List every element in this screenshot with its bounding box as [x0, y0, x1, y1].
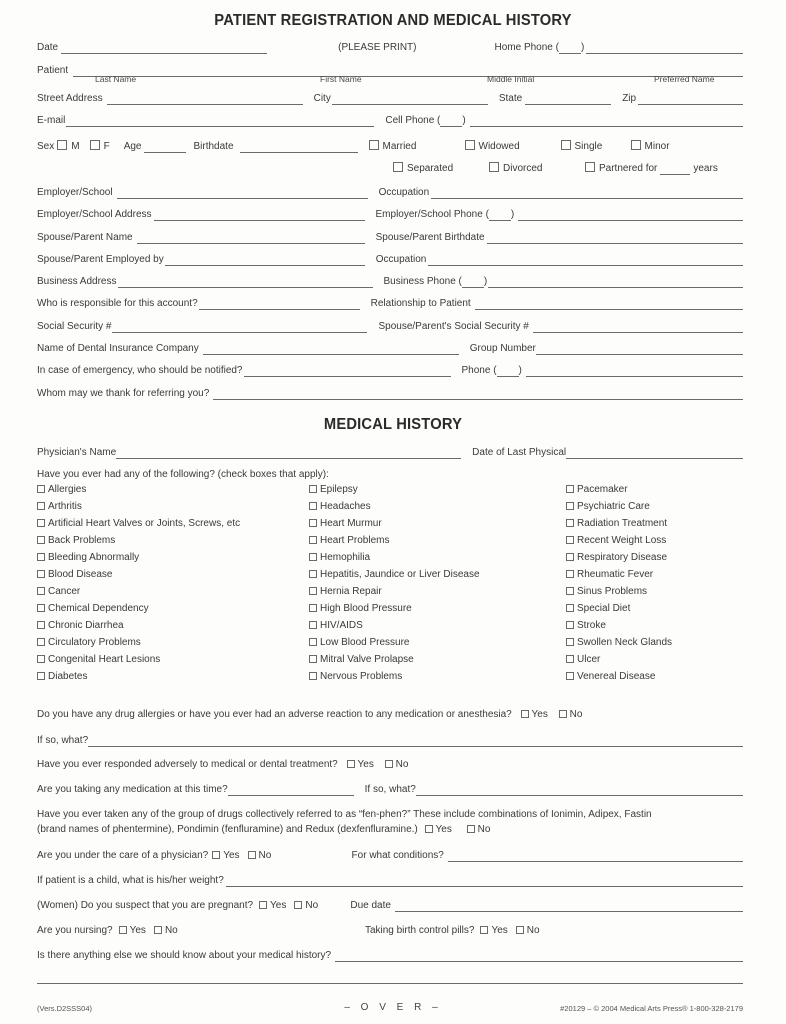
cell-phone-area-code-field[interactable]	[440, 117, 462, 127]
condition-item[interactable]	[37, 653, 240, 670]
condition-checkbox[interactable]	[37, 485, 45, 493]
condition-item[interactable]	[566, 653, 672, 670]
adverse-treatment-question: Have you ever responded adversely to medical or dental treatment?	[37, 759, 338, 770]
condition-checkbox[interactable]	[37, 536, 45, 544]
anything-else-question: Is there anything else we should know about your medical history?	[37, 950, 332, 961]
last-name-sublabel: Last Name	[95, 74, 137, 84]
condition-checkbox[interactable]	[566, 638, 574, 646]
condition-item[interactable]	[309, 483, 480, 500]
emergency-row	[37, 363, 743, 377]
condition-label: Epilepsy	[320, 484, 358, 495]
age-label: Age	[123, 141, 142, 152]
condition-item[interactable]	[309, 619, 480, 636]
condition-item[interactable]	[566, 517, 672, 534]
yes-label: Yes	[223, 850, 240, 861]
business-address-label: Business Address	[37, 276, 117, 287]
condition-label: Pacemaker	[577, 484, 628, 495]
condition-item[interactable]	[309, 517, 480, 534]
condition-item[interactable]	[309, 602, 480, 619]
business-phone-area-code-field[interactable]	[462, 278, 484, 288]
email-label: E-mail	[37, 115, 66, 126]
adverse-treatment-no-checkbox[interactable]	[385, 760, 393, 768]
paren-close: )	[462, 115, 466, 126]
condition-item[interactable]	[566, 568, 672, 585]
partnered-years-field[interactable]	[660, 164, 690, 175]
condition-item[interactable]	[37, 551, 240, 568]
relationship-field[interactable]	[475, 299, 743, 310]
widowed-label: Widowed	[478, 141, 520, 152]
condition-label: Bleeding Abnormally	[48, 552, 140, 563]
date-label: Date	[37, 42, 59, 53]
no-label: No	[477, 824, 491, 835]
drug-allergies-yes-checkbox[interactable]	[521, 710, 529, 718]
patient-name-row	[37, 63, 743, 77]
relationship-label: Relationship to Patient	[370, 298, 471, 309]
condition-checkbox[interactable]	[37, 604, 45, 612]
yes-label: Yes	[129, 925, 146, 936]
condition-checkbox[interactable]	[309, 519, 317, 527]
condition-label: Headaches	[320, 501, 371, 512]
no-label: No	[395, 759, 409, 770]
group-number-field[interactable]	[536, 344, 743, 355]
condition-item[interactable]	[37, 568, 240, 585]
anything-else-row-2	[37, 970, 743, 984]
street-address-field[interactable]	[107, 94, 303, 105]
divorced-checkbox[interactable]	[489, 162, 499, 172]
drug-allergies-no-checkbox[interactable]	[559, 710, 567, 718]
condition-checkbox[interactable]	[37, 502, 45, 510]
condition-item[interactable]	[309, 568, 480, 585]
adverse-treatment-yes-checkbox[interactable]	[347, 760, 355, 768]
condition-item[interactable]	[309, 653, 480, 670]
responsible-field[interactable]	[199, 299, 360, 310]
employer-phone-area-code-field[interactable]	[489, 211, 511, 221]
spouse-birthdate-field[interactable]	[487, 233, 743, 244]
spouse-employed-row	[37, 252, 743, 266]
condition-label: Hernia Repair	[320, 586, 382, 597]
insurance-field[interactable]	[203, 344, 459, 355]
condition-label: Chronic Diarrhea	[48, 620, 124, 631]
condition-checkbox[interactable]	[37, 570, 45, 578]
no-label: No	[258, 850, 272, 861]
for-what-conditions-label: For what conditions?	[351, 850, 444, 861]
if-so-what-label: If so, what?	[37, 735, 89, 746]
business-address-row	[37, 274, 743, 288]
condition-checkbox[interactable]	[309, 655, 317, 663]
condition-item[interactable]	[37, 619, 240, 636]
home-phone-field[interactable]	[586, 43, 743, 54]
yes-label: Yes	[435, 824, 452, 835]
condition-checkbox[interactable]	[309, 638, 317, 646]
ssn-row	[37, 319, 743, 333]
emergency-phone-field[interactable]	[526, 366, 743, 377]
ssn-label: Social Security #	[37, 321, 112, 332]
condition-checkbox[interactable]	[566, 485, 574, 493]
condition-item[interactable]	[37, 585, 240, 602]
condition-checkbox[interactable]	[37, 655, 45, 663]
condition-checkbox[interactable]	[37, 638, 45, 646]
minor-label: Minor	[644, 141, 670, 152]
yes-label: Yes	[531, 709, 548, 720]
condition-item[interactable]	[37, 517, 240, 534]
employer-address-field[interactable]	[154, 210, 365, 221]
street-address-label: Street Address	[37, 93, 103, 104]
spouse-birthdate-label: Spouse/Parent Birthdate	[375, 232, 485, 243]
sex-f-label: F	[103, 141, 110, 152]
condition-checkbox[interactable]	[309, 502, 317, 510]
spouse-ssn-field[interactable]	[533, 322, 743, 333]
condition-label: Heart Murmur	[320, 518, 382, 529]
condition-checkbox[interactable]	[37, 587, 45, 595]
fenphen-question-line-2: (brand names of phentermine), Pondimin (fenfluramine) and Redux (dexfenfluramine.)	[37, 824, 418, 835]
date-row	[37, 40, 743, 54]
condition-item[interactable]	[37, 500, 240, 517]
birth-control-yes-checkbox[interactable]	[480, 926, 488, 934]
occupation-label: Occupation	[378, 187, 430, 198]
condition-checkbox[interactable]	[566, 604, 574, 612]
conditions-column-3	[566, 483, 672, 687]
nursing-question: Are you nursing?	[37, 925, 113, 936]
physician-row	[37, 445, 743, 459]
condition-item[interactable]	[309, 534, 480, 551]
child-weight-question: If patient is a child, what is his/her weight?	[37, 875, 224, 886]
condition-item[interactable]	[566, 483, 672, 500]
occupation-field[interactable]	[431, 188, 743, 199]
fenphen-no-checkbox[interactable]	[467, 825, 475, 833]
fenphen-question-line-1: Have you ever taken any of the group of drugs collectively referred to as “fen-phen?” These include combinations of Ionimin, Adipex, Fastin	[37, 809, 652, 820]
spouse-occupation-field[interactable]	[428, 255, 743, 266]
drug-allergies-detail-field[interactable]	[88, 736, 743, 747]
years-label: years	[693, 163, 718, 174]
preferred-name-sublabel: Preferred Name	[654, 74, 715, 84]
pregnant-row	[37, 898, 743, 912]
condition-label: Blood Disease	[48, 569, 113, 580]
business-address-field[interactable]	[118, 277, 373, 288]
anything-else-field-2[interactable]	[37, 973, 743, 984]
please-print-note: (PLEASE PRINT)	[338, 42, 417, 53]
anything-else-field[interactable]	[335, 951, 743, 962]
condition-label: Hepatitis, Jaundice or Liver Disease	[320, 569, 480, 580]
condition-checkbox[interactable]	[309, 604, 317, 612]
over-indicator: – O V E R –	[344, 1002, 442, 1013]
condition-item[interactable]	[309, 585, 480, 602]
referral-row	[37, 386, 743, 400]
group-number-label: Group Number	[469, 343, 536, 354]
condition-checkbox[interactable]	[37, 621, 45, 629]
due-date-label: Due date	[350, 900, 391, 911]
sex-m-checkbox[interactable]	[57, 140, 67, 150]
last-physical-label: Date of Last Physical	[472, 447, 567, 458]
partnered-checkbox[interactable]	[585, 162, 595, 172]
paren-close: )	[483, 276, 488, 287]
spouse-employer-field[interactable]	[165, 255, 365, 266]
condition-checkbox[interactable]	[37, 672, 45, 680]
insurance-label: Name of Dental Insurance Company	[37, 343, 199, 354]
condition-label: Respiratory Disease	[577, 552, 668, 563]
condition-label: Ulcer	[577, 654, 601, 665]
physician-care-question: Are you under the care of a physician?	[37, 850, 209, 861]
condition-label: Sinus Problems	[577, 586, 648, 597]
child-weight-row	[37, 873, 743, 887]
separated-label: Separated	[407, 163, 454, 174]
employer-field[interactable]	[117, 188, 368, 199]
business-phone-field[interactable]	[488, 277, 743, 288]
spouse-employed-label: Spouse/Parent Employed by	[37, 254, 164, 265]
emergency-label: In case of emergency, who should be notified?	[37, 365, 243, 376]
condition-item[interactable]	[37, 534, 240, 551]
nursing-no-checkbox[interactable]	[154, 926, 162, 934]
condition-label: Special Diet	[577, 603, 631, 614]
child-weight-field[interactable]	[226, 876, 743, 887]
drug-allergies-question-row	[37, 708, 582, 721]
single-label: Single	[574, 141, 603, 152]
business-phone-label: Business Phone (	[383, 276, 462, 287]
ssn-field[interactable]	[112, 322, 367, 333]
condition-label: Mitral Valve Prolapse	[320, 654, 414, 665]
condition-label: Nervous Problems	[320, 671, 403, 682]
condition-checkbox[interactable]	[566, 655, 574, 663]
fenphen-yes-checkbox[interactable]	[425, 825, 433, 833]
yes-label: Yes	[270, 900, 287, 911]
widowed-checkbox[interactable]	[465, 140, 475, 150]
condition-checkbox[interactable]	[37, 519, 45, 527]
condition-checkbox[interactable]	[309, 536, 317, 544]
no-label: No	[569, 709, 583, 720]
adverse-treatment-question-row	[37, 758, 408, 771]
single-checkbox[interactable]	[561, 140, 571, 150]
zip-field[interactable]	[638, 94, 743, 105]
employer-address-label: Employer/School Address	[37, 209, 152, 220]
city-field[interactable]	[332, 94, 488, 105]
yes-label: Yes	[357, 759, 374, 770]
condition-item[interactable]	[37, 483, 240, 500]
employer-label: Employer/School	[37, 187, 113, 198]
medication-field[interactable]	[228, 785, 354, 796]
physician-care-yes-checkbox[interactable]	[212, 851, 220, 859]
condition-checkbox[interactable]	[566, 570, 574, 578]
birth-control-no-checkbox[interactable]	[516, 926, 524, 934]
home-phone-label: Home Phone (	[494, 42, 559, 53]
conditions-column-1	[37, 483, 240, 687]
partnered-for-label: Partnered for	[599, 163, 658, 174]
first-name-sublabel: First Name	[320, 74, 362, 84]
pregnant-yes-checkbox[interactable]	[259, 901, 267, 909]
marital-row-2	[393, 161, 743, 175]
yes-label: Yes	[491, 925, 508, 936]
demographics-row	[37, 139, 743, 153]
spouse-name-row	[37, 230, 743, 244]
no-label: No	[526, 925, 540, 936]
no-label: No	[305, 900, 319, 911]
birthdate-field[interactable]	[240, 142, 358, 153]
physician-care-row	[37, 848, 743, 862]
employer-row	[37, 185, 743, 199]
paren-close: )	[518, 365, 522, 376]
due-date-field[interactable]	[395, 901, 743, 912]
physician-care-no-checkbox[interactable]	[248, 851, 256, 859]
condition-item[interactable]	[566, 585, 672, 602]
condition-label: Recent Weight Loss	[577, 535, 667, 546]
drug-allergies-detail-row	[37, 733, 743, 747]
divorced-label: Divorced	[503, 163, 543, 174]
pregnant-question: (Women) Do you suspect that you are pregnant?	[37, 900, 254, 911]
state-field[interactable]	[525, 94, 611, 105]
home-phone-area-code-field[interactable]	[559, 44, 581, 54]
drug-allergies-question: Do you have any drug allergies or have you ever had an adverse reaction to any medication or anesthesia?	[37, 709, 512, 720]
employer-address-row	[37, 207, 743, 221]
birthdate-label: Birthdate	[193, 141, 234, 152]
patient-name-field[interactable]	[73, 66, 743, 77]
zip-label: Zip	[622, 93, 637, 104]
email-field[interactable]	[66, 116, 374, 127]
middle-initial-sublabel: Middle Initial	[487, 74, 535, 84]
responsible-row	[37, 296, 743, 310]
employer-phone-label: Employer/School Phone (	[375, 209, 489, 220]
condition-checkbox[interactable]	[566, 553, 574, 561]
medical-history-title: MEDICAL HISTORY	[323, 416, 463, 433]
condition-item[interactable]	[309, 500, 480, 517]
condition-label: Chemical Dependency	[48, 603, 149, 614]
separated-checkbox[interactable]	[393, 162, 403, 172]
condition-label: Arthritis	[48, 501, 82, 512]
medication-question: Are you taking any medication at this time?	[37, 784, 228, 795]
condition-label: Congenital Heart Lesions	[48, 654, 161, 665]
condition-label: Psychiatric Care	[577, 501, 650, 512]
condition-label: Heart Problems	[320, 535, 390, 546]
spouse-name-field[interactable]	[137, 233, 365, 244]
condition-label: Allergies	[48, 484, 87, 495]
condition-label: Stroke	[577, 620, 606, 631]
condition-label: Artificial Heart Valves or Joints, Screws, etc	[48, 518, 241, 529]
condition-checkbox[interactable]	[566, 536, 574, 544]
date-field[interactable]	[61, 43, 267, 54]
condition-checkbox[interactable]	[309, 672, 317, 680]
condition-item[interactable]	[566, 619, 672, 636]
condition-item[interactable]	[566, 534, 672, 551]
referral-field[interactable]	[213, 389, 743, 400]
form-title: PATIENT REGISTRATION AND MEDICAL HISTORY	[214, 12, 572, 29]
condition-label: HIV/AIDS	[320, 620, 363, 631]
medication-if-so-label: If so, what?	[364, 784, 416, 795]
condition-checkbox[interactable]	[37, 553, 45, 561]
condition-item[interactable]	[37, 636, 240, 653]
condition-item[interactable]	[37, 602, 240, 619]
condition-item[interactable]	[566, 602, 672, 619]
married-label: Married	[382, 141, 417, 152]
address-row	[37, 91, 743, 105]
condition-item[interactable]	[566, 636, 672, 653]
referral-label: Whom may we thank for referring you?	[37, 388, 210, 399]
no-label: No	[164, 925, 178, 936]
emergency-phone-area-code-field[interactable]	[497, 367, 519, 377]
birth-control-question: Taking birth control pills?	[364, 925, 475, 936]
anything-else-row	[37, 948, 743, 962]
condition-item[interactable]	[309, 636, 480, 653]
minor-checkbox[interactable]	[631, 140, 641, 150]
conditions-detail-field[interactable]	[448, 851, 743, 862]
condition-label: Hemophilia	[320, 552, 371, 563]
condition-checkbox[interactable]	[309, 570, 317, 578]
conditions-column-2	[309, 483, 480, 687]
condition-item[interactable]	[566, 500, 672, 517]
condition-item[interactable]	[37, 670, 240, 687]
version-code: (Vers.D2SSS04)	[37, 1004, 93, 1013]
condition-label: Radiation Treatment	[577, 518, 668, 529]
sex-m-label: M	[71, 141, 80, 152]
responsible-label: Who is responsible for this account?	[37, 298, 198, 309]
condition-checkbox[interactable]	[309, 553, 317, 561]
sex-label: Sex	[37, 141, 55, 152]
condition-checkbox[interactable]	[566, 502, 574, 510]
medication-row	[37, 782, 743, 796]
condition-checkbox[interactable]	[566, 519, 574, 527]
condition-item[interactable]	[309, 670, 480, 687]
sex-f-checkbox[interactable]	[90, 140, 100, 150]
married-checkbox[interactable]	[369, 140, 379, 150]
condition-label: Diabetes	[48, 671, 88, 682]
paren-close: )	[510, 209, 515, 220]
physician-field[interactable]	[116, 448, 461, 459]
condition-label: Circulatory Problems	[48, 637, 141, 648]
nursing-yes-checkbox[interactable]	[119, 926, 127, 934]
age-field[interactable]	[144, 142, 186, 153]
paren-close: )	[580, 42, 585, 53]
spouse-ssn-label: Spouse/Parent's Social Security #	[378, 321, 529, 332]
condition-label: Low Blood Pressure	[320, 637, 410, 648]
state-label: State	[498, 93, 523, 104]
spouse-name-label: Spouse/Parent Name	[37, 232, 133, 243]
condition-item[interactable]	[309, 551, 480, 568]
conditions-prompt: Have you ever had any of the following? (check boxes that apply):	[37, 469, 329, 480]
condition-label: High Blood Pressure	[320, 603, 412, 614]
condition-label: Cancer	[48, 586, 81, 597]
condition-label: Venereal Disease	[577, 671, 656, 682]
patient-label: Patient	[37, 65, 69, 76]
pregnant-no-checkbox[interactable]	[294, 901, 302, 909]
emergency-phone-label: Phone (	[461, 365, 497, 376]
nursing-row	[37, 923, 743, 937]
city-label: City	[313, 93, 331, 104]
emergency-contact-field[interactable]	[244, 366, 451, 377]
insurance-row	[37, 341, 743, 355]
cell-phone-label: Cell Phone (	[385, 115, 441, 126]
fenphen-question-row	[37, 823, 490, 836]
condition-checkbox[interactable]	[309, 621, 317, 629]
spouse-occupation-label: Occupation	[375, 254, 427, 265]
medication-detail-field[interactable]	[416, 785, 743, 796]
condition-checkbox[interactable]	[309, 587, 317, 595]
condition-label: Swollen Neck Glands	[577, 637, 673, 648]
cell-phone-field[interactable]	[470, 116, 743, 127]
email-row	[37, 113, 743, 127]
condition-checkbox[interactable]	[566, 587, 574, 595]
condition-item[interactable]	[566, 670, 672, 687]
condition-label: Back Problems	[48, 535, 116, 546]
condition-label: Rheumatic Fever	[577, 569, 654, 580]
employer-phone-field[interactable]	[518, 210, 743, 221]
last-physical-field[interactable]	[566, 448, 743, 459]
physician-label: Physician's Name	[37, 447, 117, 458]
condition-item[interactable]	[566, 551, 672, 568]
copyright: #20129 – © 2004 Medical Arts Press® 1-800-328-2179	[560, 1004, 743, 1013]
condition-checkbox[interactable]	[309, 485, 317, 493]
condition-checkbox[interactable]	[566, 621, 574, 629]
condition-checkbox[interactable]	[566, 672, 574, 680]
